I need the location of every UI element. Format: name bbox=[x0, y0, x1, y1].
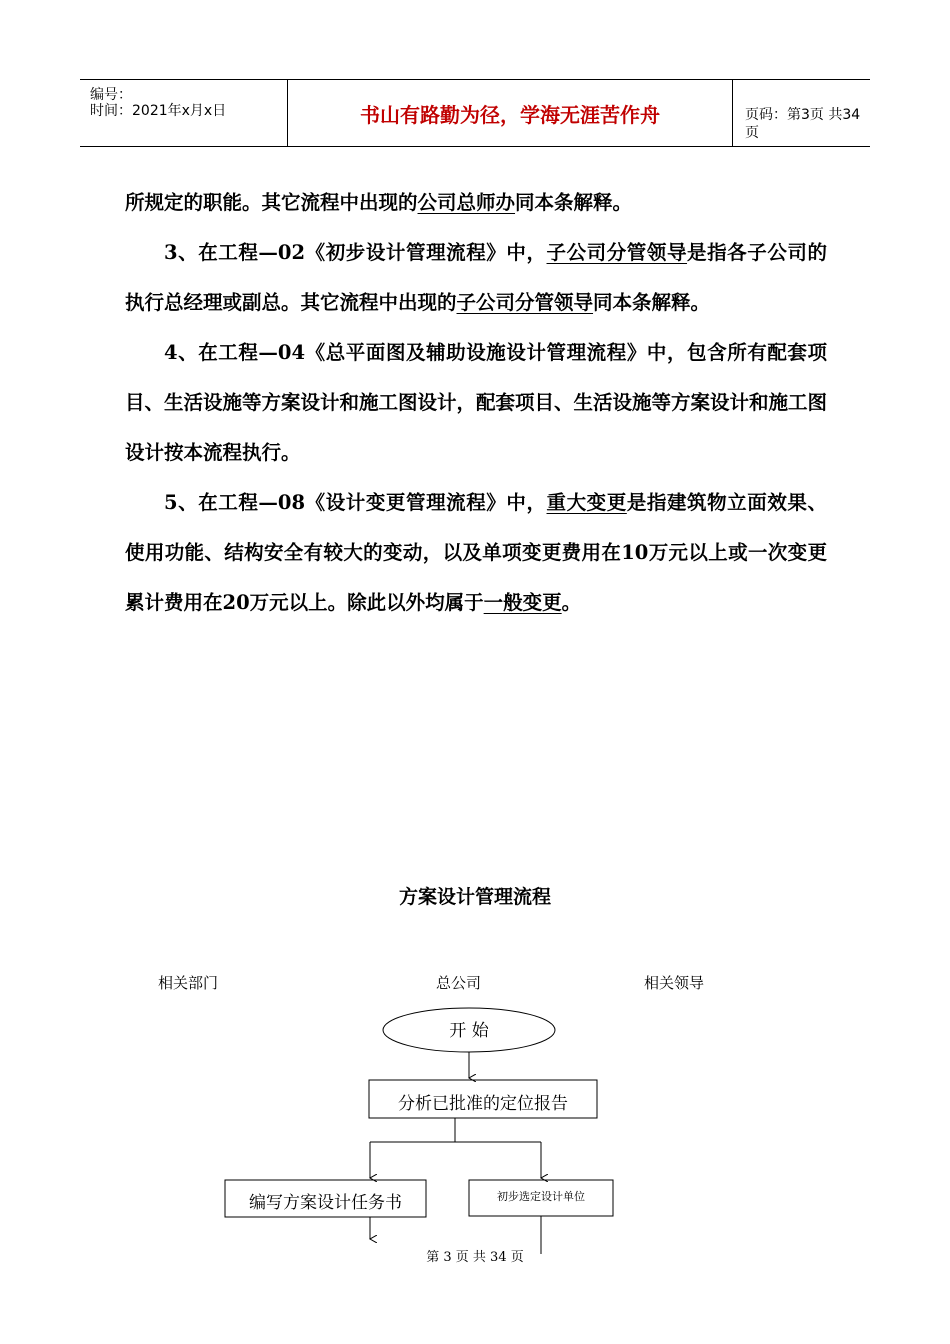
lane-label-leaders: 相关领导 bbox=[644, 974, 705, 992]
paragraph-4: 5、在工程—08《设计变更管理流程》中，重大变更是指建筑物立面效果、使用功能、结构安全有较大的变动，以及单项变更费用在10万元以上或一次变更累计费用在20万元以上。除此以外均属于一般变更。 bbox=[125, 491, 827, 614]
paragraph-1: 所规定的职能。其它流程中出现的公司总师办同本条解释。 bbox=[125, 191, 633, 214]
document-time: 时间：2021年x月x日 bbox=[90, 103, 227, 119]
term-underlined: 子公司分管领导 bbox=[456, 291, 594, 314]
start-node-label: 开 始 bbox=[449, 1021, 489, 1041]
paragraph-2: 3、在工程—02《初步设计管理流程》中，子公司分管领导是指各子公司的执行总经理或副总。其它流程中出现的子公司分管领导同本条解释。 bbox=[125, 241, 827, 314]
term-underlined: 子公司分管领导 bbox=[546, 241, 688, 264]
term-underlined: 一般变更 bbox=[483, 591, 562, 614]
page-number: 页码：第3页 共34页 bbox=[745, 107, 861, 141]
write-node-label: 编写方案设计任务书 bbox=[249, 1193, 402, 1213]
document-number: 编号： bbox=[90, 87, 132, 103]
analyze-node-label: 分析已批准的定位报告 bbox=[398, 1094, 568, 1114]
term-underlined: 重大变更 bbox=[546, 491, 627, 514]
lane-label-head-office: 总公司 bbox=[436, 974, 482, 992]
page-footer: 第 3 页 共 34 页 bbox=[426, 1250, 524, 1265]
flowchart-title: 方案设计管理流程 bbox=[398, 886, 551, 908]
lane-label-departments: 相关部门 bbox=[158, 974, 219, 992]
paragraph-3: 4、在工程—04《总平面图及辅助设施设计管理流程》中，包含所有配套项目、生活设施等方案设计和施工图设计，配套项目、生活设施等方案设计和施工图设计按本流程执行。 bbox=[125, 341, 828, 464]
term-underlined: 公司总师办 bbox=[417, 191, 516, 214]
header-motto: 书山有路勤为径，学海无涯苦作舟 bbox=[360, 103, 660, 127]
select-node-label: 初步选定设计单位 bbox=[497, 1190, 585, 1203]
